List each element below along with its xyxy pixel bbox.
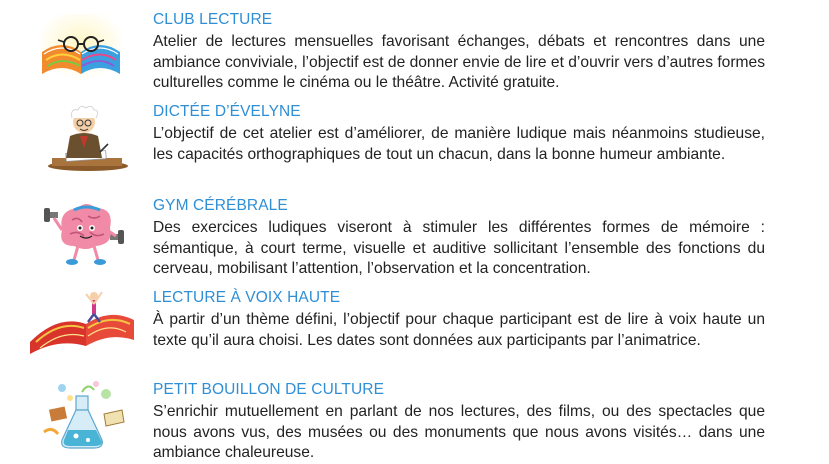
activity-description: S’enrichir mutuellement en parlant de nos lectures, des films, ou des spectacles que nous avons vus, des musées ou des monuments que nous avons visités… dans une ambiance chaleureuse. — [153, 403, 765, 461]
activity-description: À partir d’un thème défini, l’objectif pour chaque participant est de lire à voix haute un texte qu’il aura choisi. Les dates sont données aux participants par l’animatrice. — [153, 311, 765, 349]
activity-description: Des exercices ludiques viseront à stimuler les différentes formes de mémoire : sémantique, à court terme, visuelle et auditive sollicitant l’ensemble des fonctions du cerveau, mobilisant l’attention, l’observation et la concentration. — [153, 219, 765, 277]
flying-book-icon — [22, 284, 140, 364]
book-glasses-icon — [22, 8, 140, 88]
activity-title: DICTÉE D’ÉVELYNE — [153, 103, 301, 120]
activity-description: L’objectif de cet atelier est d’améliorer, de manière ludique mais néanmoins studieuse, les capacités orthographiques de tout un chacun, dans la bonne humeur ambiante. — [153, 125, 765, 163]
activity-title: GYM CÉRÉBRALE — [153, 197, 288, 214]
culture-flask-icon — [22, 374, 140, 454]
activity-title: LECTURE À VOIX HAUTE — [153, 289, 341, 306]
professor-writing-icon — [22, 96, 140, 176]
activity-title: CLUB LECTURE — [153, 11, 273, 28]
activity-title: PETIT BOUILLON DE CULTURE — [153, 381, 385, 398]
activity-description: Atelier de lectures mensuelles favorisant échanges, débats et rencontres dans une ambiance conviviale, l’objectif est de donner envie de lire et d’ouvrir vers d’autres formes culturelles comme le cinéma ou le théâtre. Activité gratuite. — [153, 33, 765, 91]
brain-dumbbells-icon — [22, 190, 140, 270]
